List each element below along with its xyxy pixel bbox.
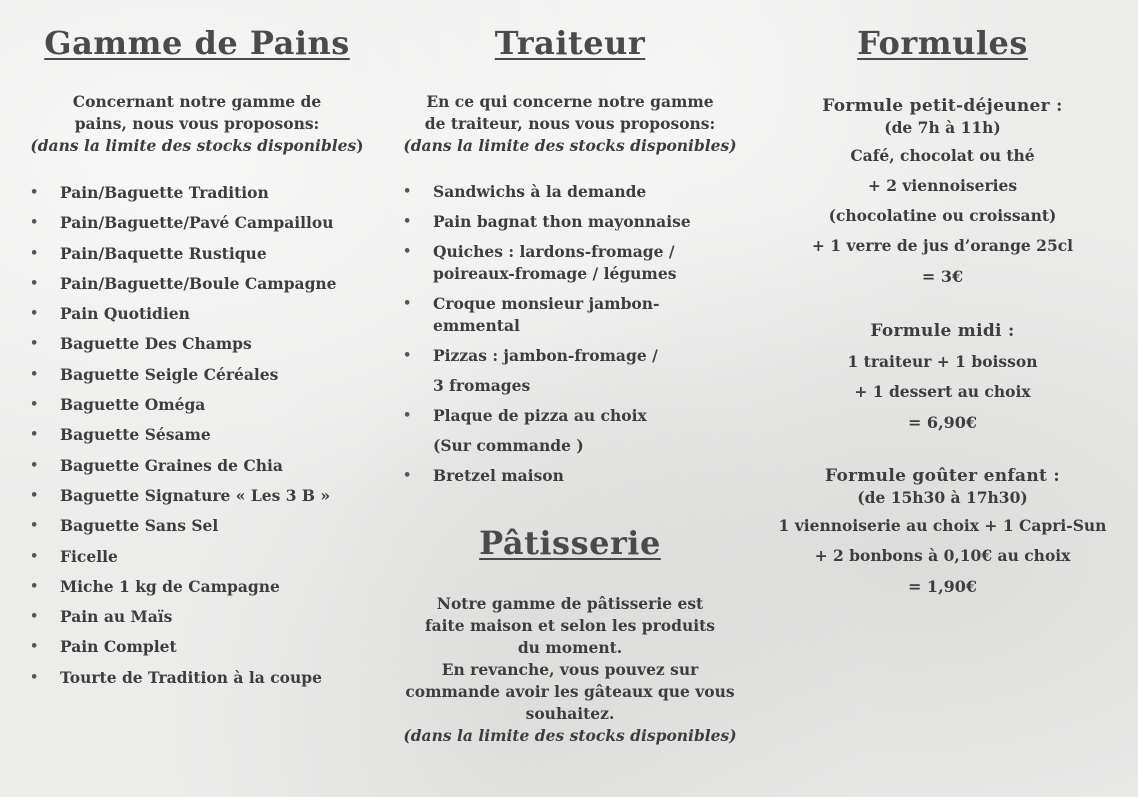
list-item: • Baguette Graines de Chia [22, 455, 372, 485]
list-item-line: 3 fromages [433, 376, 531, 395]
formule-price: = 6,90€ [907, 413, 978, 432]
list-item [395, 405, 745, 457]
list-item-line: • Croque monsieur jambon- [433, 294, 660, 313]
formule-midi [770, 320, 1115, 439]
traiteur-title: Traiteur [494, 24, 646, 62]
patisserie-line: commande avoir les gâteaux que vous [405, 682, 735, 701]
pains-intro-line-1: Concernant notre gamme de [72, 92, 322, 111]
formule-price: = 1,90€ [907, 577, 978, 596]
list-item: • Pain au Maïs [22, 606, 372, 636]
list-item: • Baguette Sésame [22, 424, 372, 454]
list-item-line: Bretzel maison [433, 466, 564, 485]
pains-intro-line-2: pains, nous vous proposons: [74, 114, 320, 133]
list-item: • Pain/Baguette Tradition [22, 182, 372, 212]
pains-intro [22, 91, 372, 157]
list-item [395, 293, 745, 337]
formule-line: 1 viennoiserie au choix + 1 Capri-Sun [778, 516, 1107, 535]
patisserie-note: (dans la limite des stocks disponibles) [403, 726, 737, 745]
list-item-line: • Pizzas : jambon-fromage / [433, 346, 658, 365]
list-item [395, 181, 745, 203]
patisserie-title: Pâtisserie [479, 524, 661, 562]
formule-title: Formule petit-déjeuner : [822, 96, 1063, 116]
list-item [395, 345, 745, 397]
list-item [395, 465, 745, 487]
pains-intro-note-end: ) [356, 136, 364, 155]
formule-title: Formule midi : [870, 321, 1015, 341]
formule-petit-dejeuner [770, 95, 1115, 293]
list-item [395, 241, 745, 285]
patisserie-line: faite maison et selon les produits [424, 616, 716, 635]
formule-line: + 2 viennoiseries [867, 176, 1018, 195]
patisserie-line: du moment. [517, 638, 623, 657]
list-item: • Pain Quotidien [22, 303, 372, 333]
traiteur-intro-line-2: de traiteur, nous vous proposons: [424, 114, 716, 133]
list-item: • Baguette Oméga [22, 394, 372, 424]
formule-line: Café, chocolat ou thé [850, 146, 1035, 165]
list-item-line: Pain bagnat thon mayonnaise [433, 212, 691, 231]
list-item-line: • Plaque de pizza au choix [433, 406, 647, 425]
formule-gouter-enfant [770, 465, 1115, 603]
formule-line: + 2 bonbons à 0,10€ au choix [814, 546, 1071, 565]
formule-price: = 3€ [921, 267, 964, 286]
pains-intro-note: (dans la limite des stocks disponibles [30, 136, 357, 155]
formules-title: Formules [857, 24, 1028, 62]
list-item-line: emmental [433, 316, 520, 335]
list-item: • Ficelle [22, 546, 372, 576]
pains-title: Gamme de Pains [44, 24, 350, 62]
patisserie-text [395, 593, 745, 747]
formule-line: + 1 verre de jus d’orange 25cl [811, 236, 1074, 255]
formule-line: (chocolatine ou croissant) [828, 206, 1057, 225]
list-item: • Miche 1 kg de Campagne [22, 576, 372, 606]
list-item: • Pain/Baguette/Pavé Campaillou [22, 212, 372, 242]
list-item-line: (Sur commande ) [433, 436, 584, 455]
list-item: • Pain Complet [22, 636, 372, 666]
list-item-line: • Quiches : lardons-fromage / [433, 242, 675, 261]
formule-line: 1 traiteur + 1 boisson [847, 352, 1038, 371]
list-item: • Pain/Baquette Rustique [22, 243, 372, 273]
list-item-line: Sandwichs à la demande [433, 182, 647, 201]
formule-hours: (de 7h à 11h) [884, 118, 1001, 137]
list-item: • Baguette Seigle Céréales [22, 364, 372, 394]
patisserie-line: souhaitez. [525, 704, 615, 723]
traiteur-list [395, 181, 745, 495]
list-item-line: poireaux-fromage / légumes [433, 264, 677, 283]
list-item: • Baguette Des Champs [22, 333, 372, 363]
patisserie-line: Notre gamme de pâtisserie est [436, 594, 704, 613]
formule-title: Formule goûter enfant : [825, 466, 1060, 486]
traiteur-intro-line-1: En ce qui concerne notre gamme [426, 92, 714, 111]
formule-hours: (de 15h30 à 17h30) [857, 488, 1028, 507]
formule-line: + 1 dessert au choix [854, 382, 1031, 401]
list-item: • Tourte de Tradition à la coupe [22, 667, 372, 697]
list-item [395, 211, 745, 233]
traiteur-intro-note: (dans la limite des stocks disponibles) [403, 136, 737, 155]
traiteur-intro [395, 91, 745, 157]
pains-list [22, 182, 372, 697]
list-item: • Baguette Sans Sel [22, 515, 372, 545]
patisserie-line: En revanche, vous pouvez sur [441, 660, 699, 679]
list-item: • Pain/Baguette/Boule Campagne [22, 273, 372, 303]
list-item: • Baguette Signature « Les 3 B » [22, 485, 372, 515]
